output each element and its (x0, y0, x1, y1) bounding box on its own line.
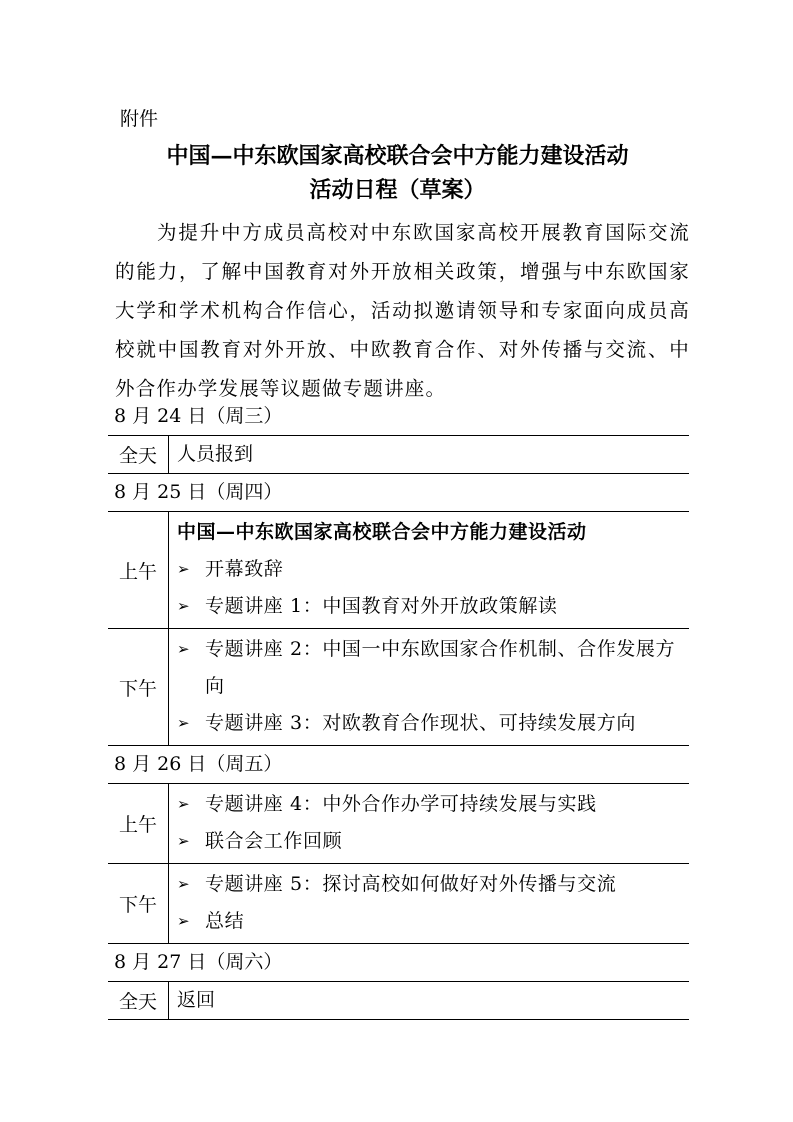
agenda-item (177, 866, 689, 903)
agenda-item-text: 专题讲座 2：中国一中东欧国家合作机制、合作发展方向 (205, 638, 676, 697)
slot-content (169, 629, 689, 745)
agenda-item-text: 联合会工作回顾 (205, 830, 343, 852)
arrow-bullet-icon: ➢ (177, 597, 190, 615)
document-title: 中国—中东欧国家高校联合会中方能力建设活动 (166, 143, 629, 169)
slot-time-label: 全天 (108, 982, 169, 1019)
agenda-item (177, 903, 689, 940)
slot-time-label: 下午 (108, 629, 169, 745)
day-header: 8 月 24 日（周三） (108, 398, 689, 436)
arrow-bullet-icon: ➢ (177, 875, 190, 893)
agenda-item-text: 专题讲座 1：中国教育对外开放政策解读 (205, 595, 558, 617)
agenda-item-text: 总结 (205, 910, 245, 932)
agenda-item (177, 823, 689, 860)
agenda-item (177, 551, 689, 588)
slot-time-label: 上午 (108, 512, 169, 628)
arrow-bullet-icon: ➢ (177, 795, 190, 813)
agenda-item-text: 专题讲座 5：探讨高校如何做好对外传播与交流 (205, 873, 617, 895)
intro-paragraph: 为提升中方成员高校对中东欧国家高校开展教育国际交流的能力，了解中国教育对外开放相关政策，增强与中东欧国家大学和学术机构合作信心，活动拟邀请领导和专家面向成员高校就中国教育对外开放、中欧教育合作、对外传播与交流、中外合作办学发展等议题做专题讲座。 (115, 221, 690, 400)
schedule-slot (108, 629, 689, 746)
session-title: 中国—中东欧国家高校联合会中方能力建设活动 (177, 521, 587, 543)
schedule-slot (108, 512, 689, 629)
schedule-slot (108, 436, 689, 474)
agenda-item-text: 开幕致辞 (205, 558, 284, 580)
slot-content (169, 864, 689, 943)
agenda-item (177, 631, 689, 705)
agenda-item (177, 786, 689, 823)
arrow-bullet-icon: ➢ (177, 714, 190, 732)
day-header: 8 月 25 日（周四） (108, 474, 689, 512)
document-subtitle: 活动日程（草案） (309, 177, 486, 203)
schedule-table (108, 398, 689, 1020)
schedule-slot (108, 864, 689, 944)
slot-time-label: 全天 (108, 436, 169, 473)
day-header: 8 月 27 日（周六） (108, 944, 689, 982)
slot-content (169, 784, 689, 863)
slot-time-label: 上午 (108, 784, 169, 863)
slot-content (169, 982, 689, 1019)
slot-activity: 返回 (177, 989, 216, 1011)
slot-activity: 人员报到 (177, 443, 254, 465)
agenda-item (177, 588, 689, 625)
arrow-bullet-icon: ➢ (177, 560, 190, 578)
arrow-bullet-icon: ➢ (177, 640, 190, 658)
arrow-bullet-icon: ➢ (177, 912, 190, 930)
schedule-slot (108, 982, 689, 1020)
day-header: 8 月 26 日（周五） (108, 746, 689, 784)
slot-time-label: 下午 (108, 864, 169, 943)
slot-content (169, 436, 689, 473)
attachment-label: 附件 (120, 108, 159, 130)
agenda-item (177, 705, 689, 742)
schedule-slot (108, 784, 689, 864)
agenda-item-text: 专题讲座 4：中外合作办学可持续发展与实践 (205, 793, 597, 815)
arrow-bullet-icon: ➢ (177, 832, 190, 850)
slot-content (169, 512, 689, 628)
agenda-item-text: 专题讲座 3：对欧教育合作现状、可持续发展方向 (205, 712, 636, 734)
